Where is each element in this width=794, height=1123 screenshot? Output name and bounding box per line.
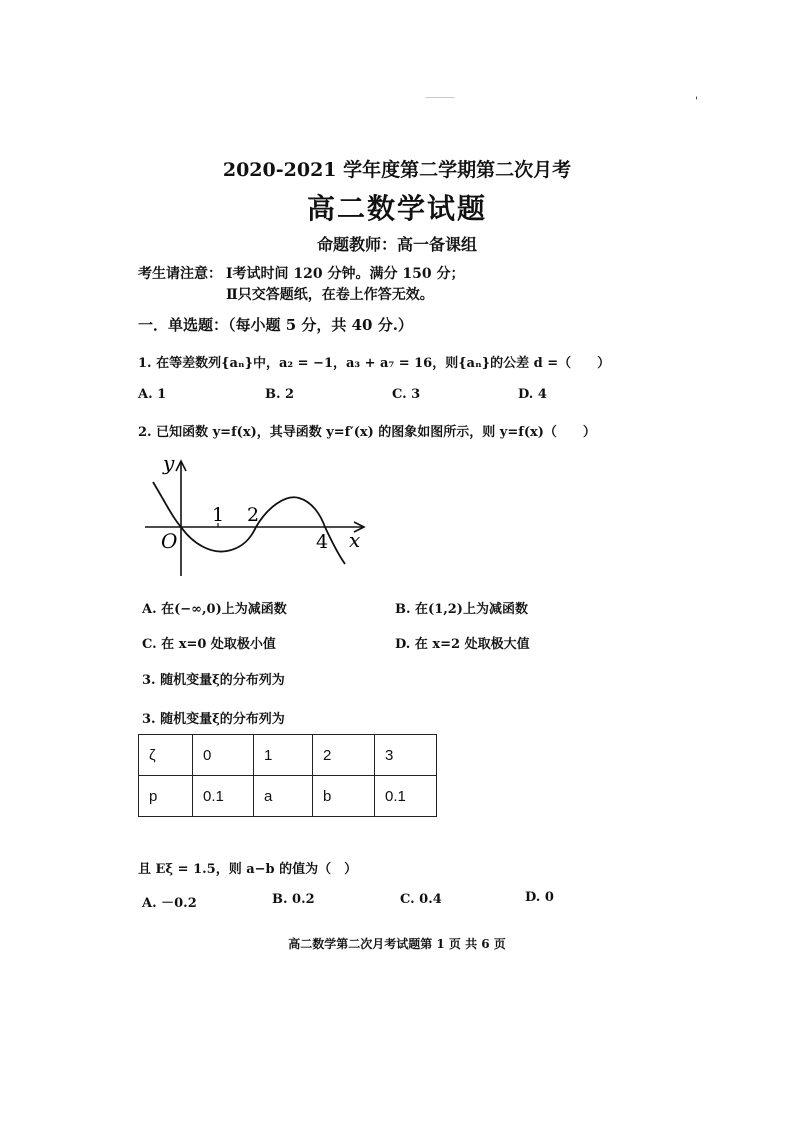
y-axis-label: y xyxy=(163,451,175,475)
q2-option-c: C. 在 x=0 处取极小值 xyxy=(142,637,276,652)
page-footer: 高二数学第二次月考试题第 1 页 共 6 页 xyxy=(288,937,506,951)
origin-label: O xyxy=(161,529,178,553)
tick-label-4: 4 xyxy=(316,531,329,553)
distribution-table xyxy=(138,734,437,817)
page-title: 高二数学试题 xyxy=(306,192,487,225)
q3-option-c: C. 0.4 xyxy=(400,892,442,907)
table-cell: 0.1 xyxy=(193,776,254,817)
question-3-condition: 且 Eξ = 1.5，则 a−b 的值为（ ） xyxy=(138,862,358,877)
table-row xyxy=(139,735,437,776)
q3-option-d: D. 0 xyxy=(525,890,554,905)
q3-option-a: A. －0.2 xyxy=(142,896,197,911)
table-cell: 0 xyxy=(193,735,254,776)
q2-option-a: A. 在(−∞,0)上为减函数 xyxy=(142,602,287,617)
q2-option-b: B. 在(1,2)上为减函数 xyxy=(395,602,528,617)
q1-option-a: A. 1 xyxy=(138,387,167,402)
notice-label: 考生请注意： xyxy=(138,266,222,282)
question-2-text: 2. 已知函数 y=f(x)，其导函数 y=f′(x) 的图象如图所示，则 y=f(x)（ ） xyxy=(138,425,596,440)
q2-option-d: D. 在 x=2 处取极大值 xyxy=(395,637,530,652)
q1-option-d: D. 4 xyxy=(518,387,547,402)
margin-mark: ' xyxy=(695,96,698,107)
scan-artifact xyxy=(425,97,455,98)
exam-term-heading: 2020-2021 学年度第二学期第二次月考 xyxy=(222,159,572,181)
section-title: 一．单选题：（每小题 5 分，共 40 分.） xyxy=(138,316,413,334)
question-1-text: 1. 在等差数列{aₙ}中，a₂ = −1，a₃ + a₇ = 16，则{aₙ}的公差 d =（ ） xyxy=(138,356,611,371)
table-cell: 3 xyxy=(375,735,437,776)
q1-option-c: C. 3 xyxy=(392,387,421,402)
table-cell: 2 xyxy=(313,735,375,776)
author-line: 命题教师：高一备课组 xyxy=(316,235,477,254)
notice-item-2: Ⅱ只交答题纸，在卷上作答无效。 xyxy=(226,287,434,303)
tick-label-2: 2 xyxy=(247,504,260,526)
tick-label-1: 1 xyxy=(212,504,225,526)
table-cell: 0.1 xyxy=(375,776,437,817)
table-row xyxy=(139,776,437,817)
q3-option-b: B. 0.2 xyxy=(272,892,315,907)
x-axis-label: x xyxy=(349,528,361,552)
notice-item-1: Ⅰ考试时间 120 分钟。满分 150 分； xyxy=(226,266,465,282)
table-cell: a xyxy=(254,776,313,817)
derivative-graph xyxy=(135,448,375,583)
question-3-text-second: 3. 随机变量ξ的分布列为 xyxy=(142,712,285,727)
question-3-text-first: 3. 随机变量ξ的分布列为 xyxy=(142,673,285,688)
table-cell: b xyxy=(313,776,375,817)
table-cell: ζ xyxy=(139,735,193,776)
table-cell: 1 xyxy=(254,735,313,776)
table-cell: p xyxy=(139,776,193,817)
q1-option-b: B. 2 xyxy=(265,387,295,402)
